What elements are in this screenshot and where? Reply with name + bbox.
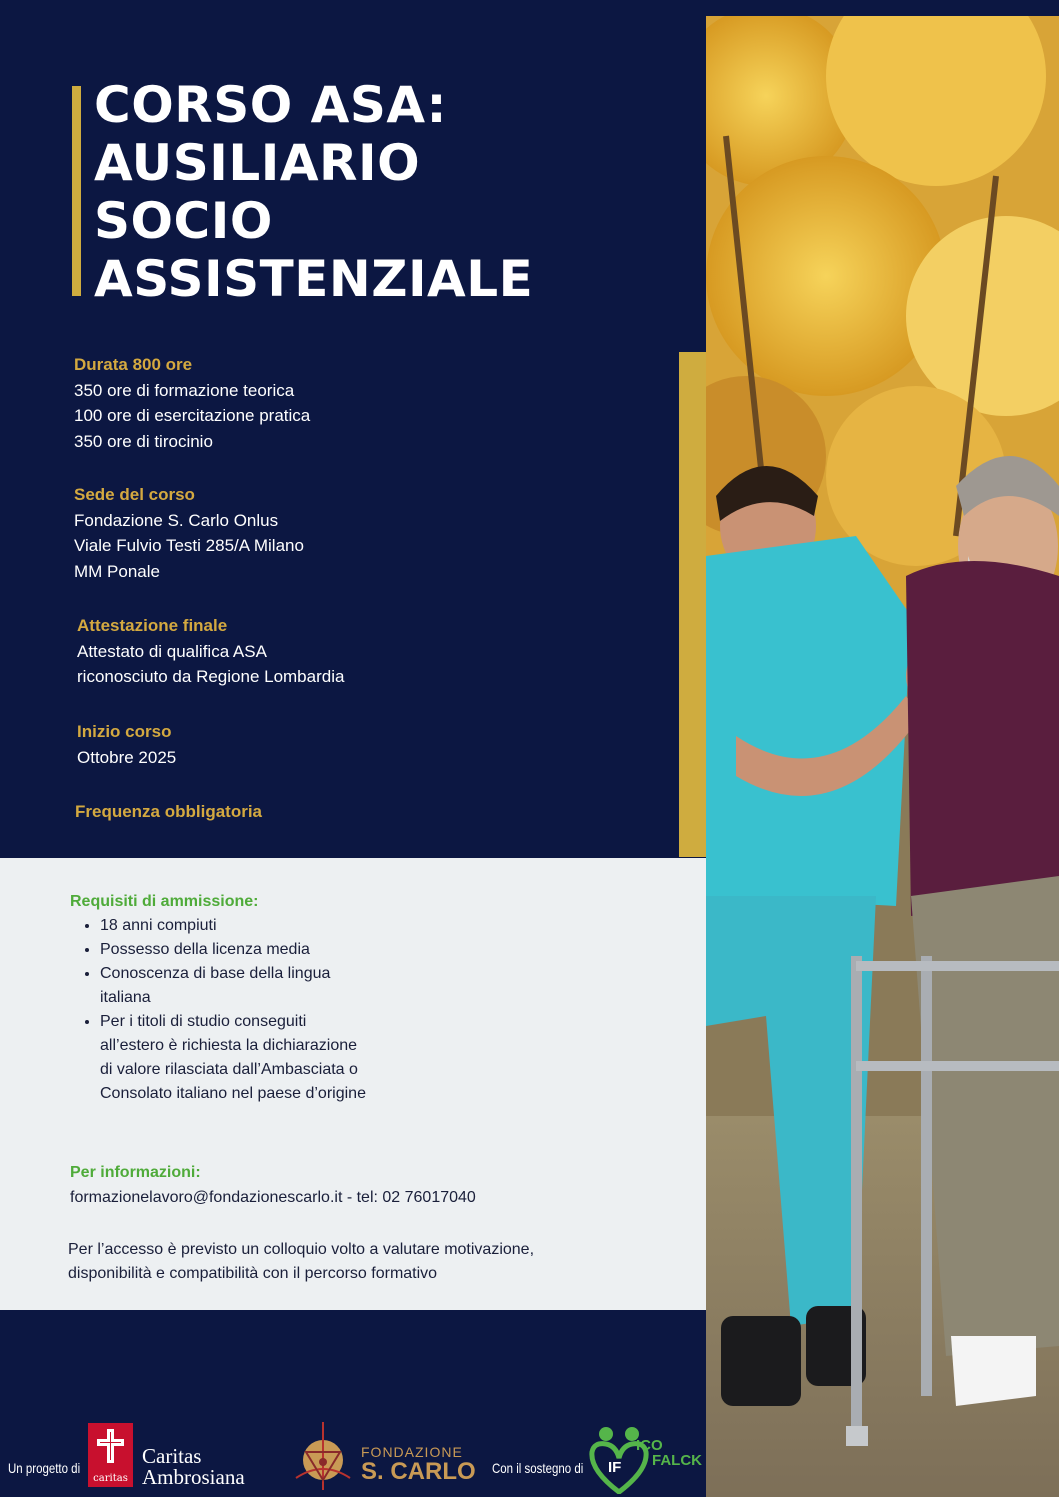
caritas-name: Caritas Ambrosiana	[142, 1444, 245, 1489]
caregiver-photo	[706, 16, 1059, 1497]
start-section	[77, 719, 176, 770]
page-title: CORSO ASA: AUSILIARIO SOCIO ASSISTENZIALE	[94, 76, 534, 308]
falck-mark: IF	[608, 1459, 622, 1476]
caritas-logo: caritas	[88, 1423, 133, 1487]
duration-heading: Durata 800 ore	[74, 355, 193, 374]
contact-email-phone[interactable]: formazionelavoro@fondazionescarlo.it - tel: 02 76017040	[70, 1189, 476, 1206]
contact-section	[70, 1160, 476, 1210]
venue-line: Viale Fulvio Testi 285/A Milano	[74, 536, 304, 555]
venue-heading: Sede del corso	[74, 485, 195, 504]
title-accent-bar	[72, 86, 81, 296]
duration-line: 350 ore di formazione teorica	[74, 380, 295, 400]
list-item: • Conoscenza di base della lingua italiana	[100, 962, 370, 1010]
list-item: • Per i titoli di studio conseguiti all’estero è richiesta la dichiarazione di valore rilasciata dall’Ambasciata o Consolato italiano nel paese d’origine	[100, 1010, 370, 1106]
certificate-line: riconosciuto da Regione Lombardia	[77, 667, 345, 686]
contact-heading: Per informazioni:	[70, 1164, 201, 1181]
duration-section	[74, 352, 310, 454]
access-note: Per l’accesso è previsto un colloquio volto a valutare motivazione, disponibilità e compatibilità con il percorso formativo	[68, 1241, 535, 1282]
falck-name: ICO FALCK	[636, 1437, 702, 1469]
requirements-list	[70, 914, 370, 1106]
fondazione-scarlo-name: FONDAZIONE S. CARLO	[361, 1444, 476, 1485]
attendance-section	[75, 799, 262, 825]
list-item: • 18 anni compiuti	[100, 914, 370, 938]
duration-line: 100 ore di esercitazione pratica	[74, 406, 311, 425]
gold-accent-bar	[679, 352, 706, 857]
duration-line: 350 ore di tirocinio	[74, 431, 213, 451]
fondazione-scarlo-logo-icon	[288, 1420, 358, 1492]
venue-section	[74, 482, 304, 584]
attendance-heading: Frequenza obbligatoria	[75, 802, 263, 821]
venue-line: Fondazione S. Carlo Onlus	[74, 510, 279, 530]
list-item: • Possesso della licenza media	[100, 938, 370, 962]
requirements-section	[70, 890, 370, 1106]
requirements-heading: Requisiti di ammissione:	[70, 893, 259, 910]
certificate-line: Attestato di qualifica ASA	[77, 641, 267, 661]
start-heading: Inizio corso	[77, 722, 172, 741]
certificate-section	[77, 613, 344, 690]
certificate-heading: Attestazione finale	[77, 616, 228, 635]
project-label: Un progetto di	[8, 1460, 81, 1476]
support-label: Con il sostegno di	[492, 1460, 584, 1476]
venue-line: MM Ponale	[74, 561, 160, 581]
start-line: Ottobre 2025	[77, 747, 177, 767]
caritas-cross-icon	[97, 1429, 124, 1463]
